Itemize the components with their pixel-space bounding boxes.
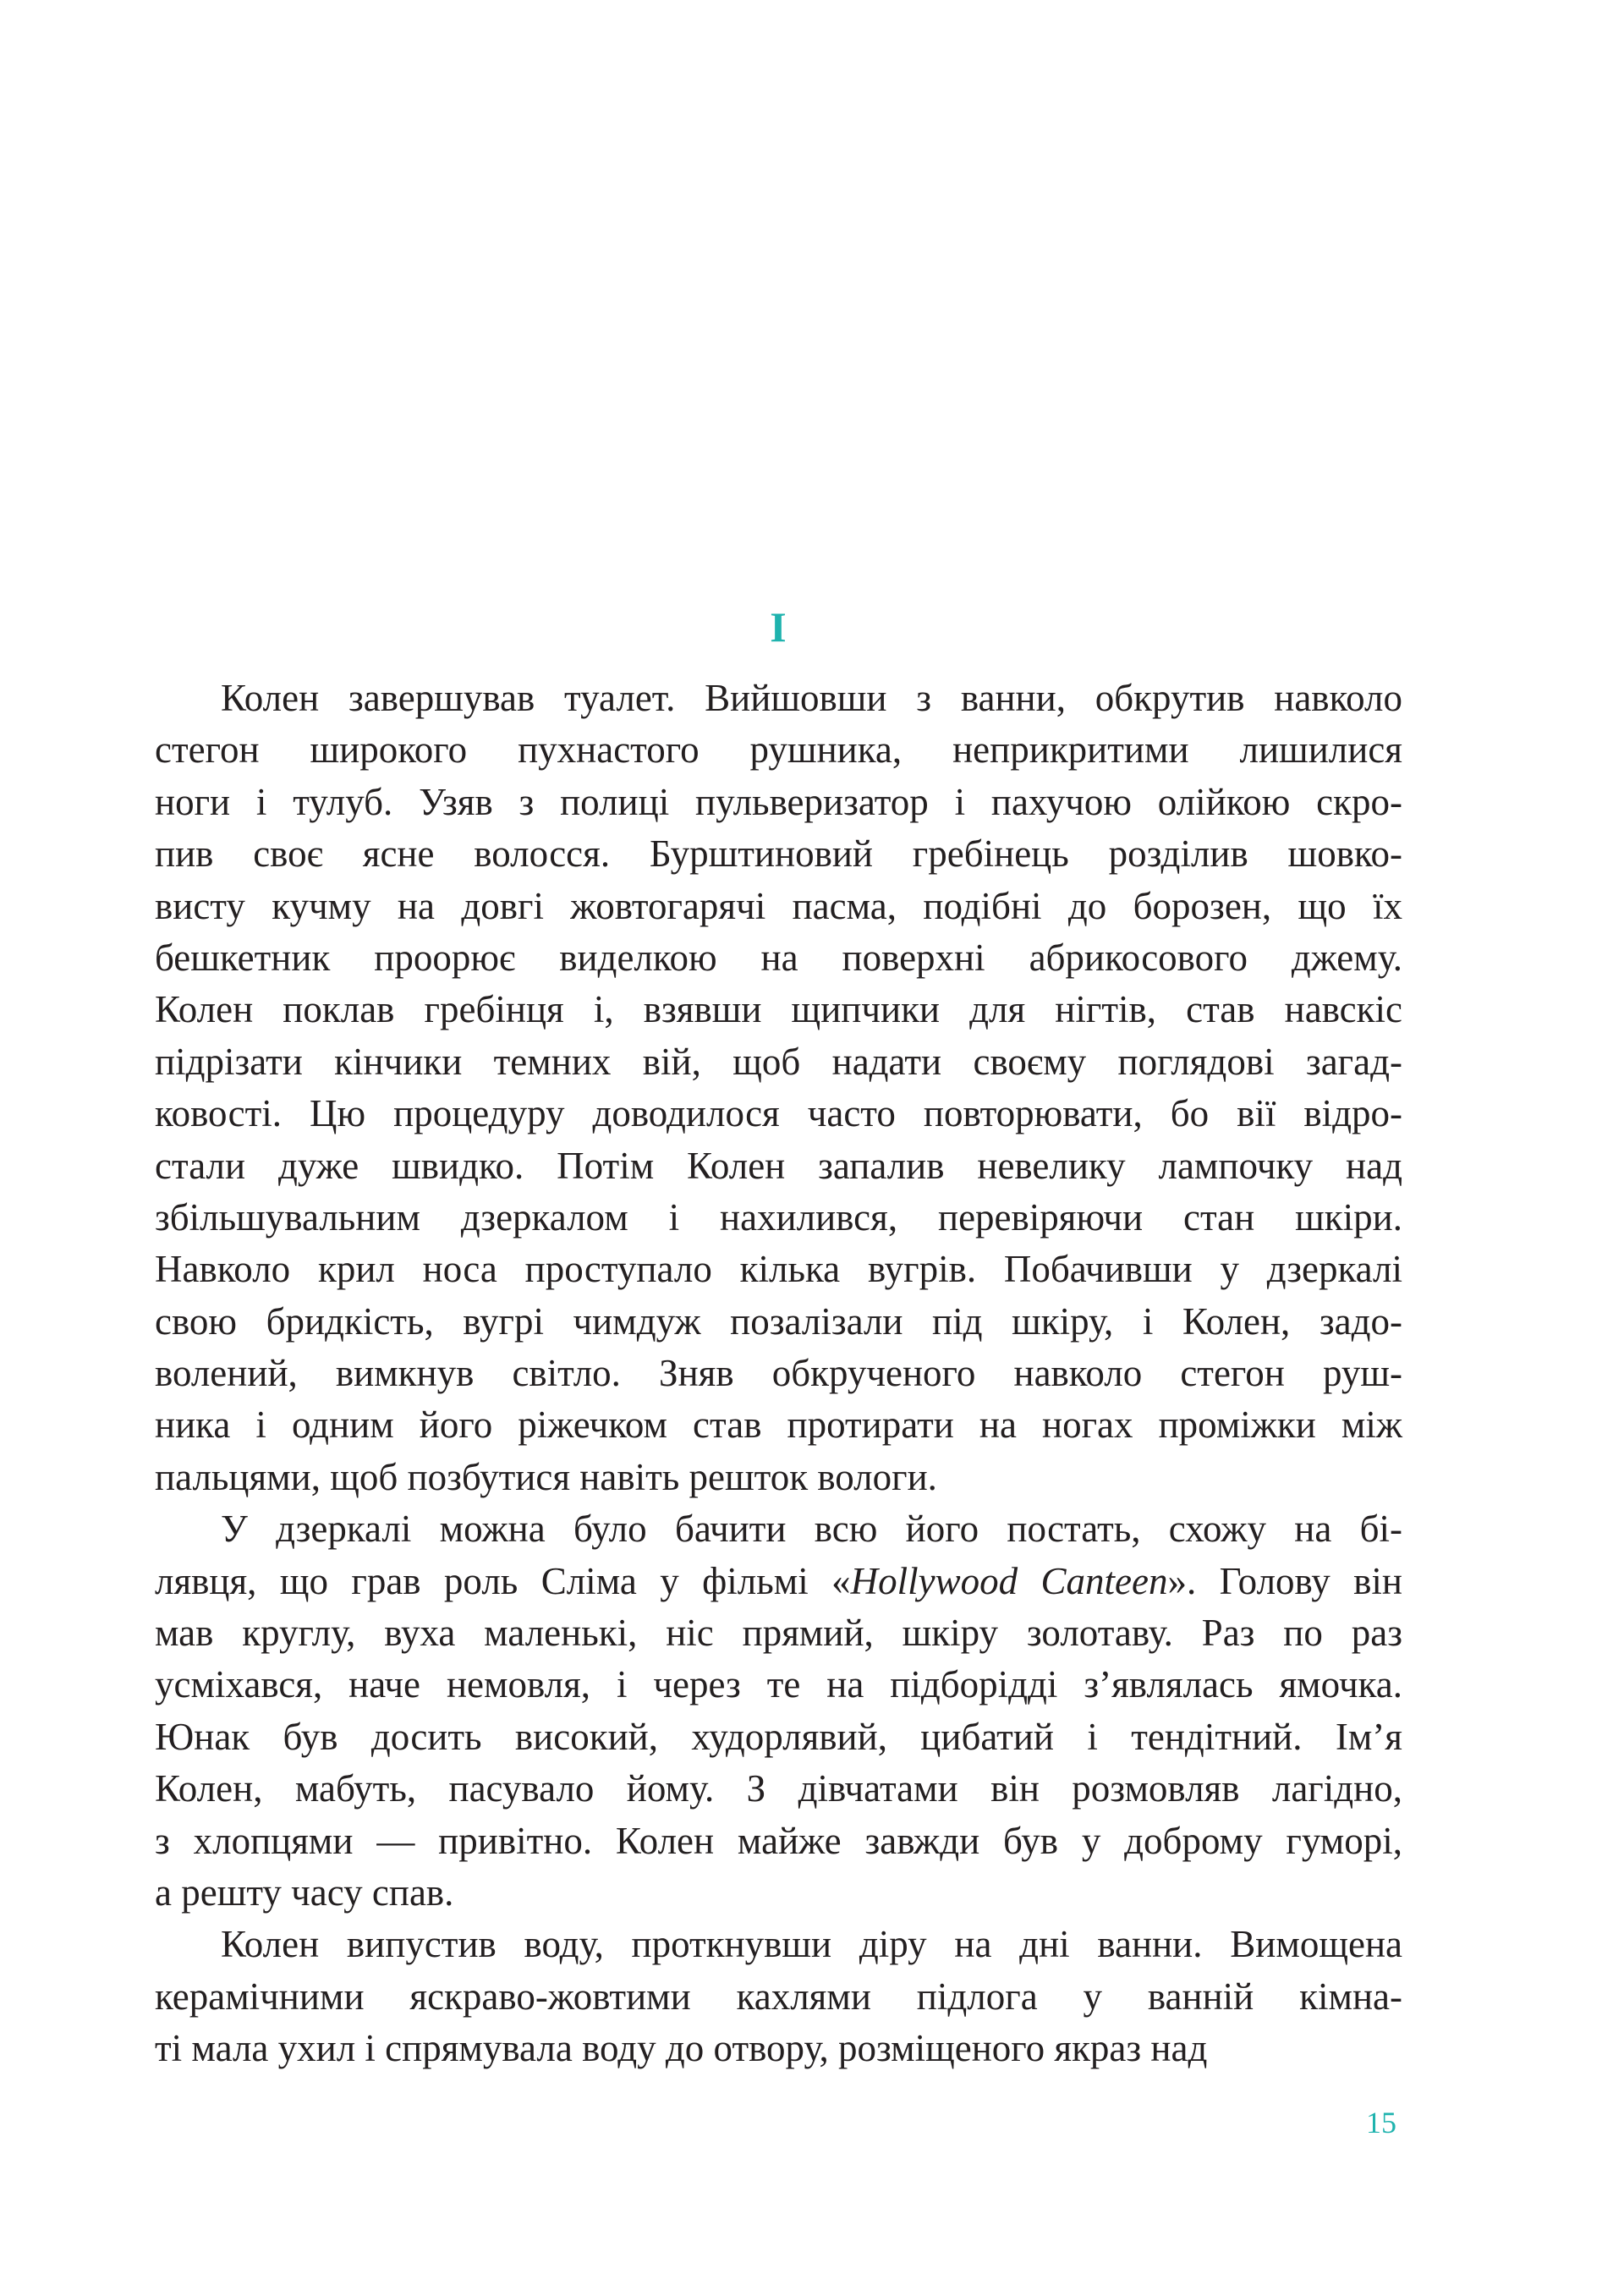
text-line: свою бридкість, вугрі чимдуж позалізали під шкіру, і Колен, задо- [155, 1299, 1402, 1343]
text-line: У дзеркалі можна було бачити всю його постать, схожу на бі- [221, 1508, 1402, 1551]
text-line: Колен поклав гребінця і, взявши щипчики для нігтів, став навскіс [155, 988, 1402, 1031]
text-line: з хлопцями — привітно. Колен майже завжди був у доброму гуморі, [155, 1819, 1402, 1862]
text-line: волений, вимкнув світло. Зняв обкрученого навколо стегон руш- [155, 1352, 1402, 1395]
text-line [155, 1556, 1402, 1607]
body-text [155, 673, 1402, 2075]
text-line: стали дуже швидко. Потім Колен запалив невелику лампочку над [155, 1144, 1402, 1187]
text-segment: лявця, що грав роль Сліма у фільмі « [155, 1559, 851, 1602]
text-line: Колен, мабуть, пасувало йому. З дівчатами він розмовляв лагідно, [155, 1767, 1402, 1810]
text-line: бешкетник проорює виделкою на поверхні абрикосового джему. [155, 936, 1402, 979]
text-line: Юнак був досить високий, худорлявий, цибатий і тендітний. Ім’я [155, 1715, 1402, 1758]
text-line: усміхався, наче немовля, і через те на підборідді з’являлась ямочка. [155, 1663, 1402, 1706]
text-line: ковості. Цю процедуру доводилося часто повторювати, бо вії відро- [155, 1092, 1402, 1135]
text-line: стегон широкого пухнастого рушника, неприкритими лишилися [155, 728, 1402, 772]
text-line: підрізати кінчики темних вій, щоб надати своєму поглядові загад- [155, 1040, 1402, 1083]
text-line: мав круглу, вуха маленькі, ніс прямий, шкіру золотаву. Раз по раз [155, 1612, 1402, 1655]
page-number: 15 [1366, 2106, 1396, 2139]
text-line: пив своє ясне волосся. Бурштиновий гребінець розділив шовко- [155, 832, 1402, 876]
text-line: Колен випустив воду, проткнувши діру на дні ванни. Вимощена [221, 1923, 1402, 1966]
text-line: Колен завершував туалет. Вийшовши з ванни, обкрутив навколо [221, 677, 1402, 719]
chapter-title: I [770, 603, 787, 651]
text-line: збільшувальним дзеркалом і нахилився, перевіряючи стан шкіри. [155, 1195, 1402, 1239]
text-line: висту кучму на довгі жовтогарячі пасма, подібні до борозен, що їх [155, 884, 1402, 927]
italic-title: Hollywood Canteen [850, 1559, 1168, 1602]
text-line: керамічними яскраво-жовтими кахлями підлога у ванній кімна- [155, 1975, 1402, 2018]
text-line: Навколо крил носа проступало кілька вугрів. Побачивши у дзеркалі [155, 1248, 1402, 1291]
text-line: ті мала ухил і спрямувала воду до отвору, розміщеного якраз над [155, 2027, 1208, 2070]
text-line: а решту часу спав. [155, 1870, 454, 1914]
text-line: ника і одним його ріжечком став протирати на ногах проміжки між [155, 1403, 1402, 1447]
text-line: пальцями, щоб позбутися навіть решток вологи. [155, 1455, 937, 1498]
text-line: ноги і тулуб. Узяв з полиці пульверизатор і пахучою олійкою скро- [155, 780, 1402, 823]
text-segment: ». Голову він [1167, 1559, 1402, 1602]
